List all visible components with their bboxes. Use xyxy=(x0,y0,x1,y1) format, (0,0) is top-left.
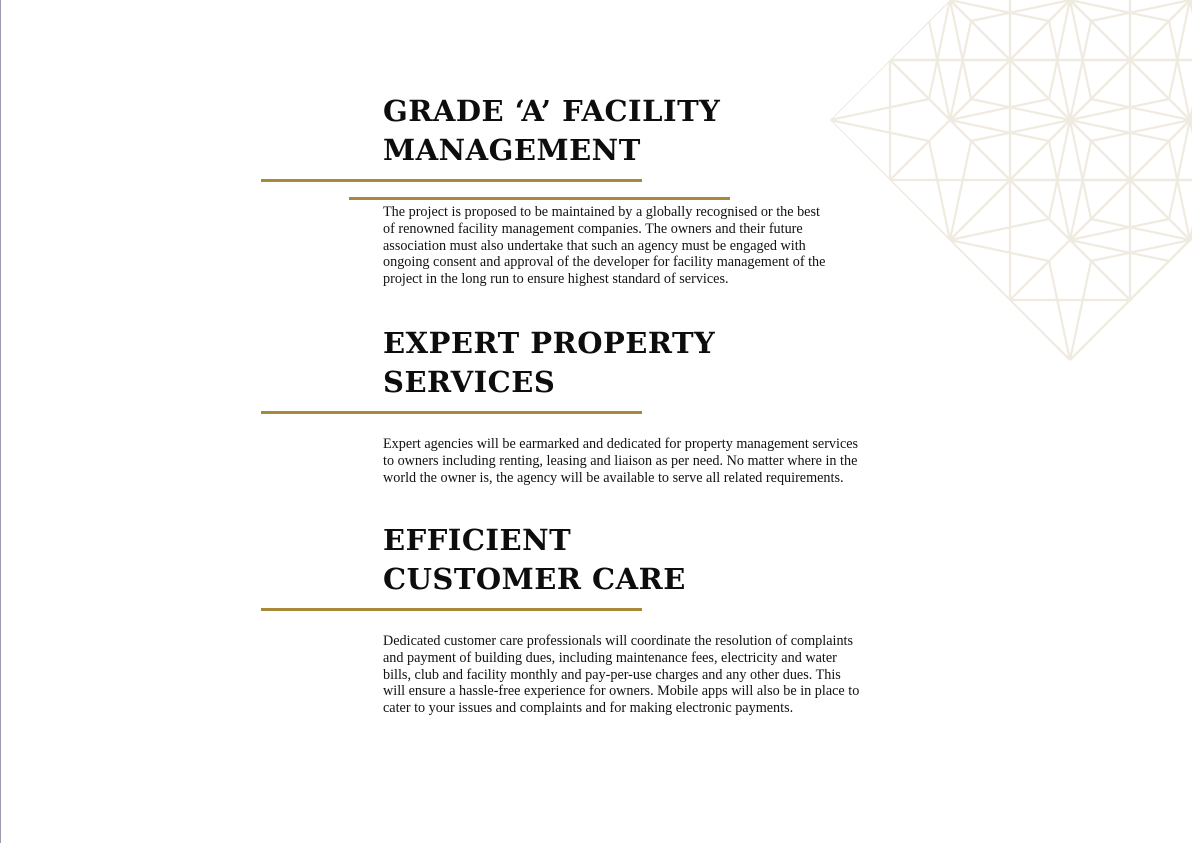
pattern-line xyxy=(1169,141,1190,240)
pattern-line xyxy=(1091,240,1190,261)
pattern-line xyxy=(950,99,1049,120)
pattern-line xyxy=(971,120,1070,141)
pattern-line xyxy=(1070,261,1091,360)
gold-rule-3 xyxy=(261,608,642,611)
pattern-line xyxy=(950,141,971,240)
pattern-line xyxy=(1049,21,1070,120)
pattern-line xyxy=(1010,240,1070,300)
pattern-line xyxy=(1049,141,1070,240)
pattern-line xyxy=(950,0,1049,21)
pattern-line xyxy=(971,0,1070,21)
body-property-services: Expert agencies will be earmarked and dedicated for property management services to owners including renting, leasing and liaison as per need. No matter where in the world the owner is, the agency will be available to serve all related requirements. xyxy=(383,436,859,486)
heading-customer-care: EFFICIENT CUSTOMER CARE xyxy=(383,523,686,596)
pattern-line xyxy=(890,120,950,180)
pattern-line xyxy=(1169,0,1190,99)
pattern-line xyxy=(1091,120,1190,141)
pattern-line xyxy=(1169,120,1190,219)
pattern-line xyxy=(1130,0,1190,60)
pattern-line xyxy=(950,240,1049,261)
pattern-line xyxy=(1091,99,1190,120)
geometric-pattern-decoration xyxy=(830,0,1192,362)
pattern-line xyxy=(1070,0,1169,21)
pattern-line xyxy=(950,120,1049,141)
gold-rule-2 xyxy=(261,411,642,414)
pattern-line xyxy=(1070,141,1091,240)
pattern-line xyxy=(950,0,971,99)
pattern-line xyxy=(1049,261,1070,360)
pattern-line xyxy=(1070,219,1169,240)
pattern-line xyxy=(1070,0,1091,99)
pattern-line xyxy=(1169,261,1190,360)
body-facility-management: The project is proposed to be maintained by a globally recognised or the best of renowned facility management companies. The owners and their future association must also undertake that such an agency must be engaged with ongoing consent and approval of the developer for facility management of the project in the long run to ensure highest standard of services. xyxy=(383,204,826,288)
pattern-line xyxy=(1130,240,1190,300)
pattern-line xyxy=(1070,21,1091,120)
pattern-line xyxy=(1130,180,1190,240)
pattern-line xyxy=(1169,21,1190,120)
pattern-line xyxy=(950,0,1010,60)
pattern-line xyxy=(1049,120,1070,219)
pattern-line xyxy=(1091,219,1190,240)
body-customer-care: Dedicated customer care professionals will coordinate the resolution of complaints and payment of building dues, including maintenance fees, electricity and water bills, club and facility monthly and pay-per-use charges and any other dues. This will ensure a hassle-free experience for owners. Mobile apps will also be in place to cater to your issues and complaints and for making electronic payments. xyxy=(383,633,860,717)
pattern-line xyxy=(929,141,950,240)
page-edge-line xyxy=(0,0,1,843)
pattern-line xyxy=(1070,120,1091,219)
pattern-line xyxy=(1070,99,1169,120)
pattern-line xyxy=(830,120,929,141)
gold-rule-1b xyxy=(349,197,730,200)
pattern-line xyxy=(929,0,950,99)
pattern-line xyxy=(950,120,1010,180)
pattern-line xyxy=(1049,0,1070,99)
heading-property-services: EXPERT PROPERTY SERVICES xyxy=(383,326,716,399)
pattern-line xyxy=(1070,240,1169,261)
pattern-group xyxy=(830,0,1192,360)
gold-rule-1a xyxy=(261,179,642,182)
pattern-line xyxy=(1070,120,1169,141)
pattern-line xyxy=(1010,180,1070,240)
heading-facility-management: GRADE ‘A’ FACILITY MANAGEMENT xyxy=(383,94,721,167)
pattern-line xyxy=(1091,0,1190,21)
pattern-line xyxy=(890,0,950,60)
pattern-line xyxy=(830,99,929,120)
pattern-line xyxy=(950,21,971,120)
pattern-line xyxy=(929,21,950,120)
pattern-line xyxy=(830,0,929,21)
pattern-line xyxy=(950,219,1049,240)
pattern-line xyxy=(971,99,1070,120)
